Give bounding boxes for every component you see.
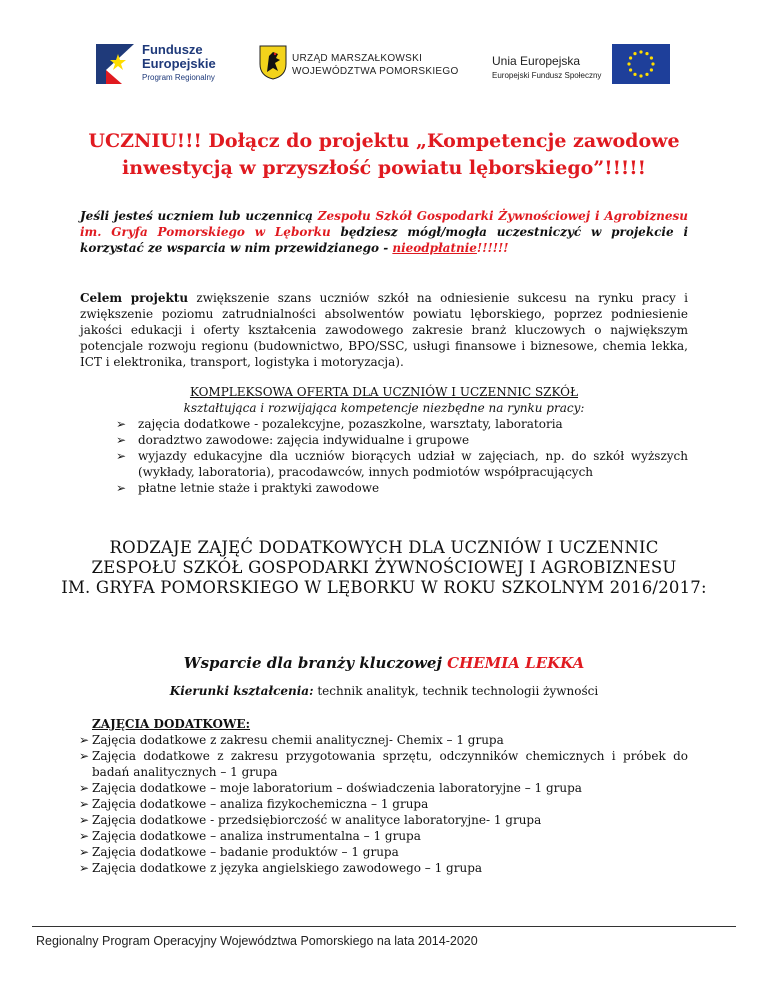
arrow-bullet-icon: ➢ [116,449,127,463]
class-item-text: Zajęcia dodatkowe – badanie produktów – 1 grupa [92,845,399,859]
directions-text: technik analityk, technik technologii żywności [313,684,599,698]
class-item-text: Zajęcia dodatkowe z zakresu chemii analitycznej- Chemix – 1 grupa [92,733,504,747]
offer-title: KOMPLEKSOWA OFERTA DLA UCZNIÓW I UCZENNIC SZKÓŁ [189,385,579,399]
support-lead: Wsparcie dla branży kluczowej [183,654,448,672]
classes-section [80,716,688,876]
list-item [80,732,688,748]
free-of-charge: nieodpłatnie [392,241,477,255]
class-item-text: Zajęcia dodatkowe – analiza instrumentalna – 1 grupa [92,829,421,843]
activities-heading [60,538,708,598]
offer-section [80,384,688,496]
fundusze-europejskie-star-icon [96,40,136,88]
headline-line-2: inwestycją w przyszłość powiatu lęborskiego”!!!!! [122,157,646,179]
list-item [80,796,688,812]
fe-subtitle: Program Regionalny [142,73,215,82]
arrow-bullet-icon: ➢ [79,733,90,747]
class-item-text: Zajęcia dodatkowe z zakresu przygotowania sprzętu, odczynników chemicznych i próbek do badań analitycznych – 1 grupa [92,749,688,779]
arrow-bullet-icon: ➢ [79,845,90,859]
offer-item-text: doradztwo zawodowe: zajęcia indywidualne i grupowe [138,433,470,447]
list-item [80,780,688,796]
list-item [80,860,688,876]
activities-heading-line-1: RODZAJE ZAJĘĆ DODATKOWYCH DLA UCZNIÓW I UCZENNIC [109,538,659,557]
footer-text: Regionalny Program Operacyjny Województwa Pomorskiego na lata 2014-2020 [36,934,478,948]
headline-line-1: UCZNIU!!! Dołącz do projektu „Kompetencje zawodowe [88,130,680,152]
offer-item-text: płatne letnie staże i praktyki zawodowe [138,481,380,495]
goal-lead: Celem projektu [80,291,189,305]
school-name: Zespołu Szkół Gospodarki Żywnościowej i Agrobiznesu im. Gryfa Pomorskiego w Lęborku [80,209,688,239]
fe-title-line2: Europejskie [142,56,216,71]
fundusze-europejskie-logo [96,40,256,90]
fe-title-line1: Fundusze [142,42,203,57]
class-item-text: Zajęcia dodatkowe z języka angielskiego zawodowego – 1 grupa [92,861,483,875]
intro-exclaim: !!!!!! [476,241,509,255]
arrow-bullet-icon: ➢ [116,417,127,431]
list-item [80,812,688,828]
eu-flag-icon [612,44,670,84]
class-item-text: Zajęcia dodatkowe – moje laboratorium – doświadczenia laboratoryjne – 1 grupa [92,781,582,795]
ue-subtitle: Europejski Fundusz Społeczny [492,71,602,80]
um-line-1: URZĄD MARSZAŁKOWSKI [292,53,423,64]
intro-part-2: będziesz mógł/mogła uczestniczyć w projekcie i korzystać ze wsparcia w nim przewidzianego - [80,225,688,255]
support-branch: CHEMIA LEKKA [447,654,585,672]
arrow-bullet-icon: ➢ [79,797,90,811]
list-item [80,432,688,448]
arrow-bullet-icon: ➢ [116,481,127,495]
list-item [80,828,688,844]
list-item [80,844,688,860]
offer-list [80,416,688,496]
headline [60,128,708,182]
class-item-text: Zajęcia dodatkowe – analiza fizykochemiczna – 1 grupa [92,797,429,811]
um-line-2: WOJEWÓDZTWA POMORSKIEGO [292,66,459,77]
activities-heading-line-3: IM. GRYFA POMORSKIEGO W LĘBORKU W ROKU SZKOLNYM 2016/2017: [61,578,707,597]
classes-list [80,732,688,876]
unia-europejska-logo [486,42,672,90]
class-item-text: Zajęcia dodatkowe - przedsiębiorczość w analityce laboratoryjne- 1 grupa [92,813,542,827]
list-item [80,480,688,496]
urzad-marszalkowski-logo [258,44,468,88]
list-item [80,748,688,780]
intro-part-1: Jeśli jesteś uczniem lub uczennicą [80,209,318,223]
directions-line [60,684,708,698]
arrow-bullet-icon: ➢ [79,781,90,795]
goal-paragraph [80,290,688,370]
footer-divider [32,926,736,927]
activities-heading-line-2: ZESPOŁU SZKÓŁ GOSPODARKI ŻYWNOŚCIOWEJ I AGROBIZNESU [91,558,677,577]
goal-text: zwiększenie szans uczniów szkół na odniesienie sukcesu na rynku pracy i zwiększenie poziomu zatrudnialności absolwentów powiatu lęborskiego, poprzez podniesienie jakości edukacji i oferty kształcenia zawodowego zakresie branż kluczowych o największym potencjale rozwoju regionu (budownictwo, BPO/SSC, usługi finansowe i biznesowe, chemia lekka, ICT i elektronika, transport, logistyka i motoryzacja). [80,291,688,369]
classes-title: ZAJĘCIA DODATKOWE: [92,717,251,731]
offer-item-text: zajęcia dodatkowe - pozalekcyjne, pozaszkolne, warsztaty, laboratoria [138,417,563,431]
offer-subtitle: kształtująca i rozwijająca kompetencje niezbędne na rynku pracy: [183,401,585,415]
griffin-crest-icon [258,44,288,80]
arrow-bullet-icon: ➢ [79,829,90,843]
ue-title: Unia Europejska [492,54,581,68]
intro-paragraph [80,208,688,256]
logo-bar [0,38,768,90]
list-item [80,448,688,480]
arrow-bullet-icon: ➢ [79,749,90,763]
arrow-bullet-icon: ➢ [79,813,90,827]
support-heading [60,654,708,672]
arrow-bullet-icon: ➢ [116,433,127,447]
list-item [80,416,688,432]
offer-item-text: wyjazdy edukacyjne dla uczniów biorących udział w zajęciach, np. do szkół wyższych (wykłady, laboratoria), pracodawców, innych podmiotów współpracujących [138,449,688,479]
directions-label: Kierunki kształcenia: [169,684,314,698]
arrow-bullet-icon: ➢ [79,861,90,875]
